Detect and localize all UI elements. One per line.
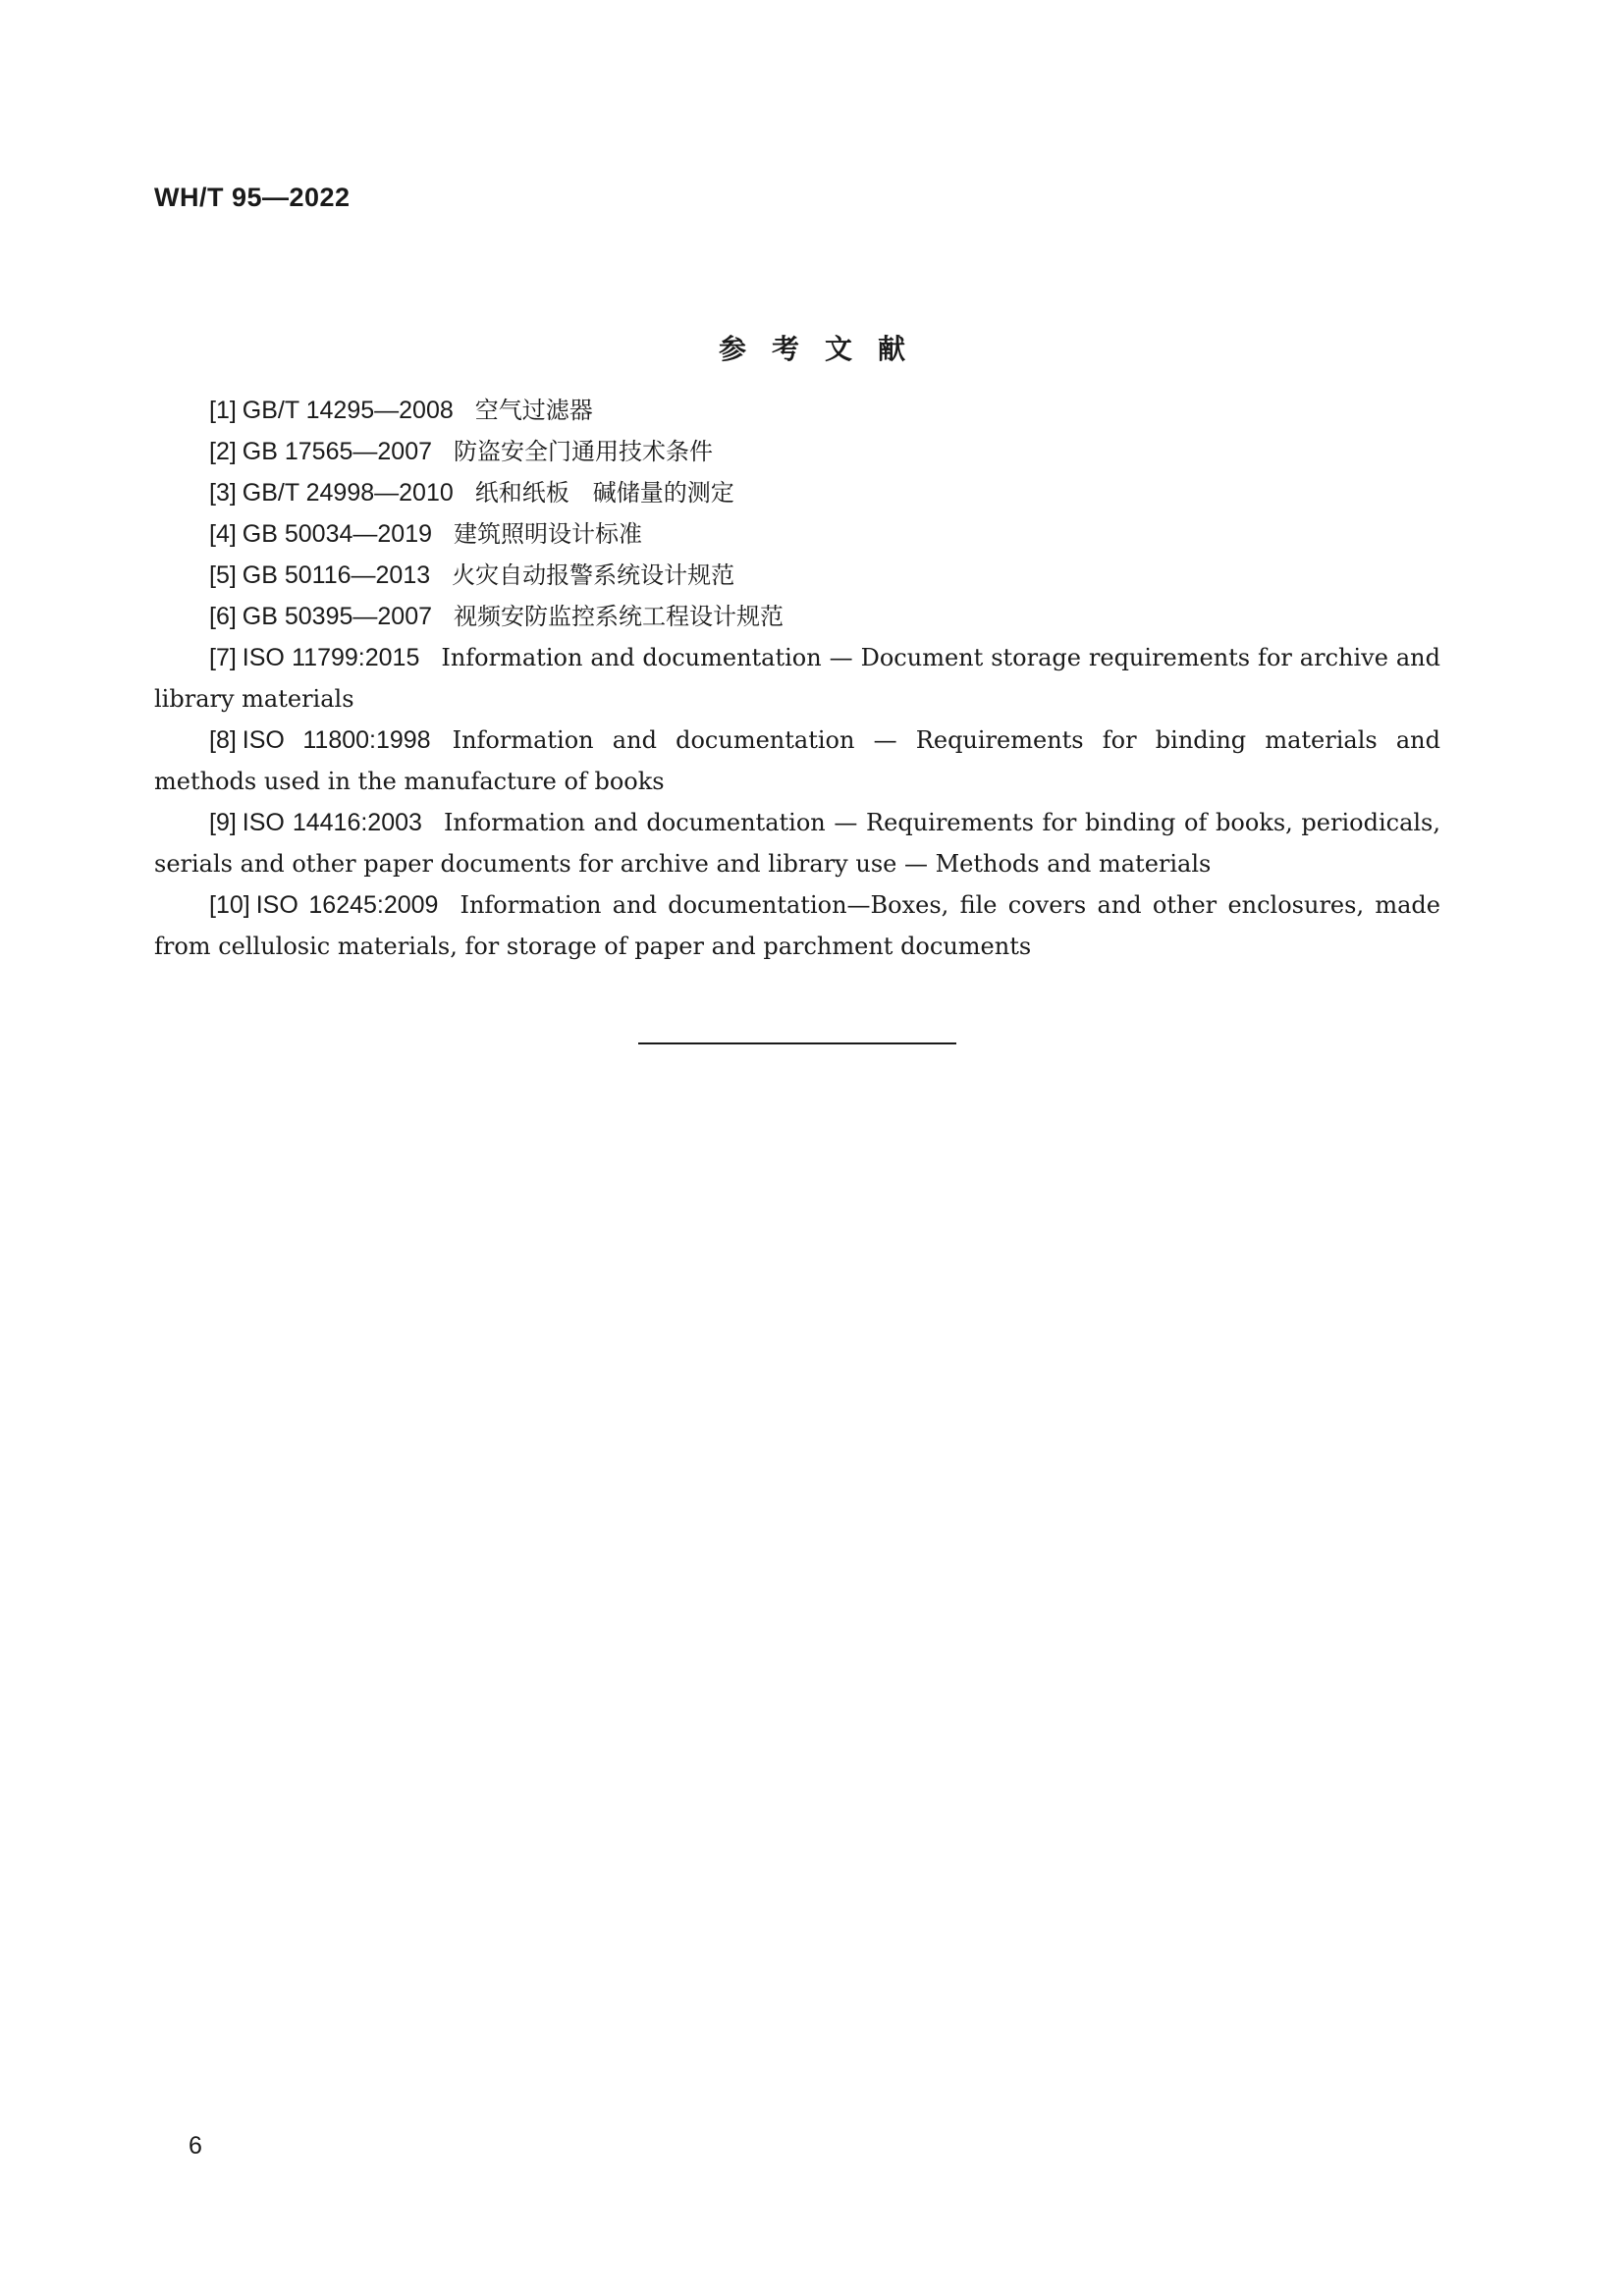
reference-number: [8] <box>209 726 237 754</box>
end-rule <box>638 1042 956 1044</box>
reference-title: Information and documentation — Requirements for binding materials and methods used in the manufacture of books <box>154 726 1440 795</box>
reference-item <box>154 596 1440 637</box>
page-number: 6 <box>189 2132 202 2160</box>
reference-item <box>154 637 1440 720</box>
reference-item <box>154 513 1440 555</box>
reference-title: 纸和纸板 碱储量的测定 <box>474 479 734 507</box>
reference-item <box>154 720 1440 802</box>
reference-code: ISO 11800:1998 <box>242 726 431 754</box>
reference-list <box>154 390 1440 967</box>
reference-number: [1] <box>209 397 237 424</box>
section-title: 参考文献 <box>718 333 931 365</box>
reference-code: ISO 16245:2009 <box>255 891 439 919</box>
reference-item <box>154 390 1440 431</box>
reference-item <box>154 555 1440 596</box>
reference-number: [2] <box>209 438 237 465</box>
reference-code: ISO 14416:2003 <box>242 809 422 836</box>
reference-item <box>154 802 1440 884</box>
reference-number: [7] <box>209 644 237 671</box>
reference-code: GB/T 24998—2010 <box>242 479 454 507</box>
reference-code: ISO 11799:2015 <box>242 644 420 671</box>
reference-code: GB 50395—2007 <box>242 603 432 630</box>
reference-title: 防盗安全门通用技术条件 <box>454 438 713 465</box>
reference-title: Information and documentation — Requirements for binding of books, periodicals, serials and other paper documents for archive and library use — Methods and materials <box>154 809 1441 878</box>
reference-item <box>154 472 1440 513</box>
reference-item <box>154 431 1440 472</box>
reference-number: [4] <box>209 520 237 548</box>
reference-item <box>154 884 1440 967</box>
reference-title: Information and documentation — Document storage requirements for archive and library materials <box>154 644 1440 713</box>
reference-code: GB 17565—2007 <box>242 438 432 465</box>
reference-number: [10] <box>209 891 250 919</box>
standard-code: WH/T 95—2022 <box>154 183 351 212</box>
reference-number: [5] <box>209 561 237 589</box>
reference-title: 空气过滤器 <box>474 397 593 424</box>
reference-number: [3] <box>209 479 237 507</box>
reference-title: 视频安防监控系统工程设计规范 <box>454 603 784 630</box>
reference-title: 建筑照明设计标准 <box>454 520 642 548</box>
reference-number: [9] <box>209 809 237 836</box>
reference-code: GB 50034—2019 <box>242 520 432 548</box>
reference-code: GB/T 14295—2008 <box>242 397 454 424</box>
reference-number: [6] <box>209 603 237 630</box>
reference-title: 火灾自动报警系统设计规范 <box>452 561 735 589</box>
reference-code: GB 50116—2013 <box>242 561 431 589</box>
reference-title: Information and documentation—Boxes, file covers and other enclosures, made from cellulosic materials, for storage of paper and parchment documents <box>154 891 1440 960</box>
